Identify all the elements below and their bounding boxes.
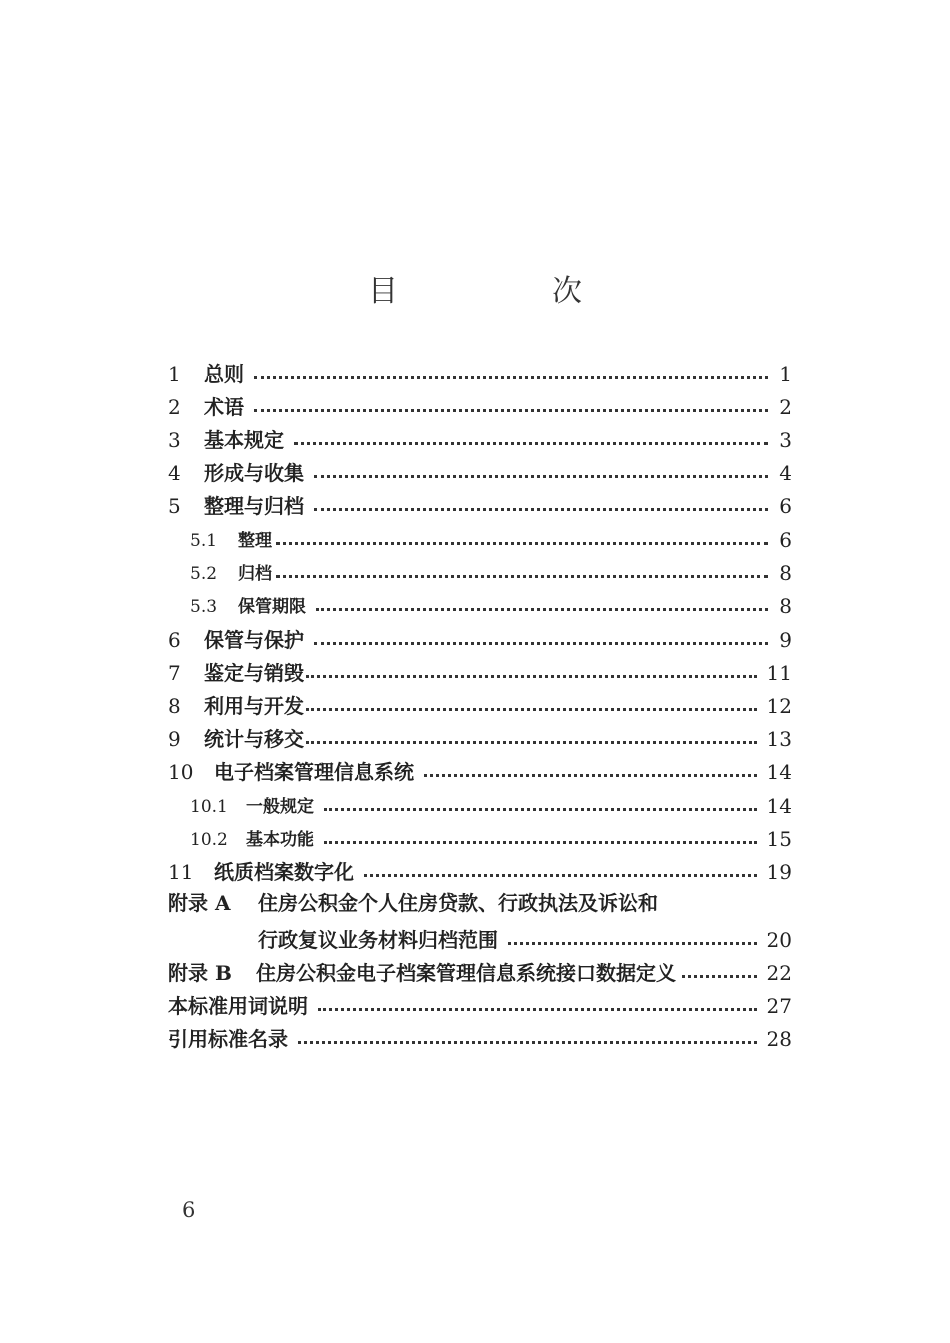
leader-dots [424, 774, 757, 777]
toc-page: 4 [779, 461, 792, 485]
toc-title: 纸质档案数字化 [214, 860, 354, 884]
leader-dots [294, 442, 768, 445]
leader-dots [324, 808, 757, 811]
toc-title: 行政复议业务材料归档范围 [258, 928, 498, 952]
leader-dots [316, 608, 768, 611]
toc-page: 22 [766, 961, 792, 985]
toc-title: 引用标准名录 [168, 1027, 288, 1051]
page-number: 6 [182, 1198, 196, 1222]
toc-entry[interactable] [168, 451, 792, 483]
toc-title: 整理与归档 [204, 494, 304, 518]
leader-dots [306, 708, 757, 711]
toc-page: 15 [766, 827, 792, 851]
toc-number: 5.1 [190, 531, 218, 551]
leader-dots [324, 841, 757, 844]
toc-page: 1 [779, 362, 792, 386]
toc-number: 10 [168, 760, 194, 784]
toc-entry[interactable] [168, 984, 792, 1016]
toc-subentry[interactable] [190, 518, 792, 550]
leader-dots [314, 475, 768, 478]
toc-number: 附录 B [168, 961, 232, 985]
toc-page: 12 [766, 694, 792, 718]
toc-title: 电子档案管理信息系统 [214, 760, 414, 784]
toc-page: 3 [779, 428, 792, 452]
toc-page: 13 [766, 727, 792, 751]
leader-dots [306, 675, 757, 678]
toc-number: 11 [168, 860, 194, 884]
toc-title: 形成与收集 [204, 461, 304, 485]
toc-entry[interactable] [168, 750, 792, 782]
leader-dots [254, 376, 768, 379]
toc-subentry[interactable] [190, 584, 792, 616]
toc-entry[interactable] [168, 651, 792, 683]
toc-entry[interactable] [168, 717, 792, 749]
toc-page: 8 [779, 561, 792, 585]
leader-dots [254, 409, 768, 412]
toc-entry[interactable] [168, 385, 792, 417]
toc-number: 7 [168, 661, 181, 685]
leader-dots [318, 1008, 757, 1011]
leader-dots [314, 642, 768, 645]
toc-title: 利用与开发 [204, 694, 304, 718]
toc-title: 住房公积金电子档案管理信息系统接口数据定义 [256, 961, 676, 985]
page-title: 目 次 [368, 274, 644, 309]
toc-entry[interactable] [168, 850, 792, 882]
toc-title: 整理 [238, 531, 272, 551]
leader-dots [508, 942, 757, 945]
toc-number: 5.2 [190, 564, 218, 584]
toc-page: 11 [766, 661, 792, 685]
toc-number: 9 [168, 727, 181, 751]
toc-subentry[interactable] [190, 817, 792, 849]
toc-page: 20 [766, 928, 792, 952]
toc-appendix-a[interactable] [168, 884, 792, 916]
toc-appendix-b[interactable] [168, 951, 792, 983]
leader-dots [314, 508, 768, 511]
toc-number: 5.3 [190, 597, 218, 617]
toc-entry[interactable] [168, 618, 792, 650]
toc-appendix-a-cont[interactable] [258, 918, 792, 950]
toc-title: 本标准用词说明 [168, 994, 308, 1018]
toc-number: 10.2 [190, 830, 228, 850]
toc-entry[interactable] [168, 418, 792, 450]
toc-title: 保管期限 [238, 597, 306, 617]
toc-page: 8 [779, 594, 792, 618]
toc-title: 归档 [238, 564, 272, 584]
toc-number: 1 [168, 362, 181, 386]
toc-page: 28 [766, 1027, 792, 1051]
toc-number: 附录 A [168, 891, 231, 915]
toc-entry[interactable] [168, 352, 792, 384]
toc-title: 鉴定与销毁 [204, 661, 304, 685]
toc-page: 2 [779, 395, 792, 419]
toc-entry[interactable] [168, 484, 792, 516]
toc-number: 6 [168, 628, 181, 652]
toc-entry[interactable] [168, 1017, 792, 1049]
toc-number: 3 [168, 428, 181, 452]
toc-title: 基本规定 [204, 428, 284, 452]
toc-title: 一般规定 [246, 797, 314, 817]
toc-number: 2 [168, 395, 181, 419]
leader-dots [682, 975, 757, 978]
toc-number: 8 [168, 694, 181, 718]
toc-page: 27 [766, 994, 792, 1018]
toc-title: 统计与移交 [204, 727, 304, 751]
toc-title: 总则 [204, 362, 244, 386]
toc-page: 6 [779, 494, 792, 518]
toc-page: 6 [779, 528, 792, 552]
leader-dots [364, 874, 757, 877]
toc-title: 保管与保护 [204, 628, 304, 652]
toc-number: 10.1 [190, 797, 228, 817]
toc-number: 4 [168, 461, 181, 485]
toc-page: 14 [766, 794, 792, 818]
toc-entry[interactable] [168, 684, 792, 716]
toc-title: 住房公积金个人住房贷款、行政执法及诉讼和 [258, 891, 658, 915]
toc-subentry[interactable] [190, 784, 792, 816]
toc-number: 5 [168, 494, 181, 518]
leader-dots [276, 575, 768, 578]
leader-dots [298, 1041, 757, 1044]
toc-title: 术语 [204, 395, 244, 419]
toc-page: 19 [766, 860, 792, 884]
leader-dots [306, 741, 757, 744]
toc-subentry[interactable] [190, 551, 792, 583]
toc-page: 14 [766, 760, 792, 784]
toc-page: 9 [779, 628, 792, 652]
toc-title: 基本功能 [246, 830, 314, 850]
leader-dots [276, 542, 768, 545]
